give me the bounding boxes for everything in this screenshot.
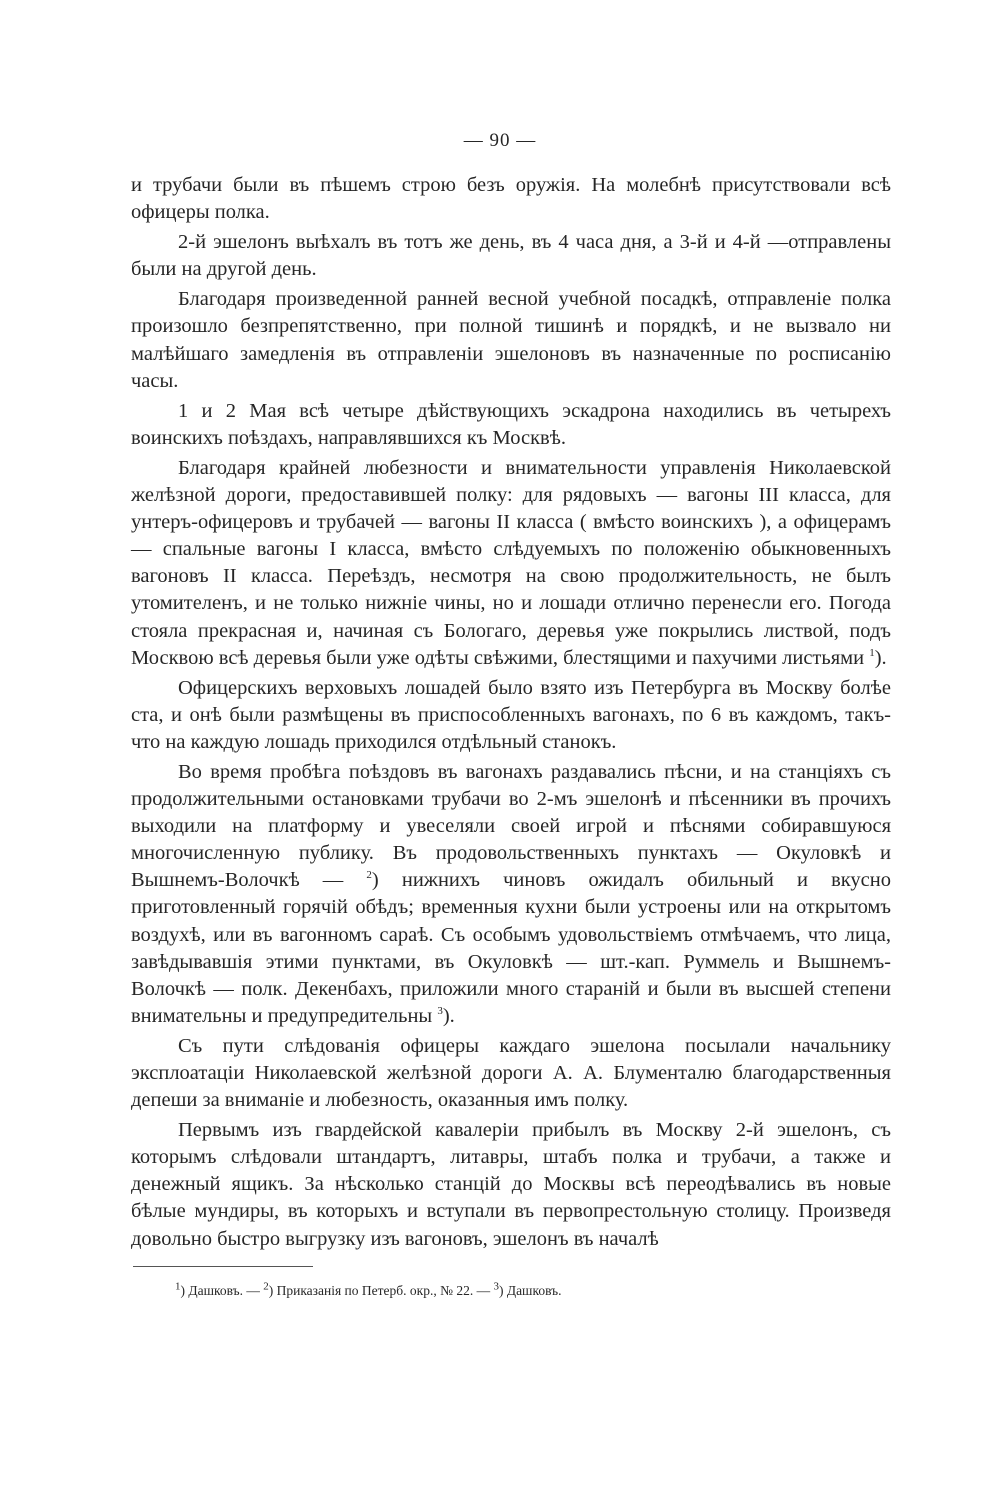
text-run: ) Дашковъ. — [180, 1283, 264, 1298]
text-run: Первымъ изъ гвардейской кавалеріи прибылъ въ Москву 2-й эшелонъ, съ которымъ слѣдовали штандартъ, литавры, штабъ полка и трубачи, а также и денежный ящикъ. За нѣсколько станцій до Москвы всѣ переодѣвались въ новые бѣлые мундиры, въ которыхъ и вступали въ первопрестольную столицу. Произведя довольно быстро выгрузку изъ вагоновъ, эшелонъ въ началѣ [131, 1119, 891, 1250]
text-run: ) Приказанія по Петерб. окр., № 22. — [268, 1283, 494, 1298]
main-text [131, 172, 891, 1256]
text-run: и трубачи были въ пѣшемъ строю безъ оружія. На молебнѣ присутствовали всѣ офицеры полка. [131, 174, 891, 224]
text-run: Во время пробѣга поѣздовъ въ вагонахъ раздавались пѣсни, и на станціяхъ съ продолжительными остановками трубачи во 2-мъ эшелонѣ и пѣсенники въ прочихъ выходили на платформу и увеселяли своей игрой и пѣснями собиравшуюся многочисленную публику. Въ продовольственныхъ пунктахъ — Окуловкѣ и Вышнемъ-Волочкѣ — [131, 760, 891, 892]
footnote-ref: 2 [366, 869, 372, 882]
text-run: ). [874, 646, 887, 669]
text-run: ). [442, 1004, 455, 1027]
text-run: Благодаря крайней любезности и внимательности управленія Николаевской желѣзной дороги, предоставившей полку: для рядовыхъ — вагоны III класса, для унтеръ-офицеровъ и трубачей — вагоны II класса ( вмѣсто воинскихъ ), а офицерамъ — спальные вагоны I класса, вмѣсто слѣдуемыхъ по положенію обыкновенныхъ вагоновъ II класса. Переѣздъ, несмотря на свою продолжительность, не былъ утомителенъ, и не только нижніе чины, но и лошади отлично перенесли его. Погода стояла прекрасная и, начиная съ Бологаго, деревья уже покрылись листвой, подъ Москвою всѣ деревья были уже одѣты свѣжими, блестящими и пахучими листьями [131, 456, 891, 669]
paragraph [131, 286, 891, 394]
paragraph [131, 675, 891, 756]
paragraph [131, 455, 891, 672]
footnote-ref: 3 [493, 1280, 499, 1293]
page-number: — 90 — [463, 130, 537, 151]
text-run: ) нижнихъ чиновъ ожидалъ обильный и вкусно приготовленный горячій обѣдъ; временныя кухни были устроены или на открытомъ воздухѣ, или въ вагонномъ сараѣ. Съ особымъ удовольствіемъ отмѣчаемъ, что лица, завѣдывавшія этими пунктами, въ Окуловкѣ — шт.-кап. Руммель и Вышнемъ-Волочкѣ — полк. Декенбахъ, приложили много стараній и были въ высшей степени внимательны и предупредительны [131, 869, 891, 1027]
text-run: 1 и 2 Мая всѣ четыре дѣйствующихъ эскадрона находились въ четырехъ воинскихъ поѣздахъ, направлявшихся къ Москвѣ. [131, 399, 891, 449]
text-run: Офицерскихъ верховыхъ лошадей было взято изъ Петербурга въ Москву болѣе ста, и онѣ были размѣщены въ приспособленныхъ вагонахъ, по 6 въ каждомъ, такъ-что на каждую лошадь приходился отдѣльный станокъ. [131, 676, 891, 753]
footnote-ref: 1 [869, 646, 875, 659]
footnote-ref: 2 [263, 1280, 269, 1293]
footnotes [175, 1282, 875, 1300]
footnote-ref: 1 [175, 1280, 181, 1293]
paragraph [131, 229, 891, 283]
paragraph [131, 172, 891, 226]
paragraph [131, 1117, 891, 1252]
paragraph [131, 759, 891, 1030]
text-run: Съ пути слѣдованія офицеры каждаго эшелона посылали начальнику эксплоатаціи Николаевской желѣзной дороги А. А. Блументалю благодарственныя депеши за вниманіе и любезность, оказанныя имъ полку. [131, 1034, 891, 1112]
footnote-ref: 3 [437, 1004, 443, 1017]
footnote-divider [133, 1266, 313, 1267]
text-run: Благодаря произведенной ранней весной учебной посадкѣ, отправленіе полка произошло безпрепятственно, при полной тишинѣ и порядкѣ, и не вызвало ни малѣйшаго замедленія въ отправленіи эшелоновъ въ назначенные по росписанію часы. [131, 288, 891, 392]
text-run: 2-й эшелонъ выѣхалъ въ тотъ же день, въ 4 часа дня, а 3-й и 4-й —отправлены были на другой день. [131, 231, 891, 281]
paragraph [131, 1033, 891, 1114]
text-run: ) Дашковъ. [498, 1283, 562, 1298]
paragraph [131, 398, 891, 452]
